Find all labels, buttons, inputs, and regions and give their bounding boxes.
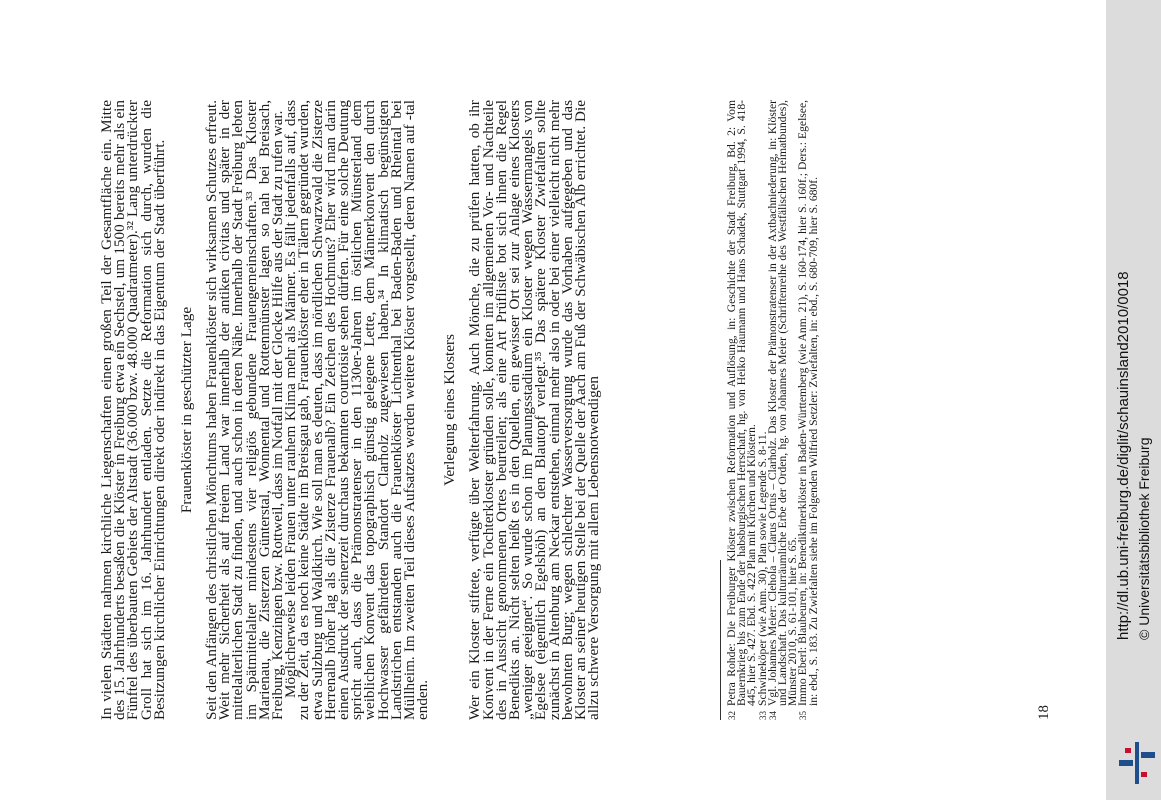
- paragraph-1: In vielen Städten nahmen kirchliche Liegenschaften einen großen Teil der Gesamtfläche ein. Mitte des 15. Jahrhunderts besaßen die Klöster in Freiburg etwa ein Sechstel, um 1500 bereits mehr als ein Fünftel des überbauten Gebiets der Altstadt (36.000 bzw. 48.000 Quadratmeter).³² Lang unterdrückter Groll hat sich im 16. Jahrhundert entladen. Setzte die Reformation sich durch, wurden die Besitzungen kirchlicher Einrichtungen direkt oder indirekt in das Eigentum der Stadt überführt.: [98, 100, 168, 720]
- footnote: [765, 100, 800, 720]
- footnote: [727, 100, 758, 720]
- ub-freiburg-logo: [1119, 742, 1155, 784]
- footnote-text: Immo Eberl: Blaubeuren, in: Benediktinerklöster in Baden-Württemberg (wie Anm. 21), S. 160-174, hier S. 160f.; Ders.: Egelsee, in: ebd., S. 183. Zu Zwiefalten siehe im Folgenden Wilfried Setzler: Zwiefalten, in: ebd., S. 680-709, hier S. 680f.: [796, 100, 820, 706]
- footnote: [798, 100, 818, 720]
- section-heading-verlegung: Verlegung eines Klosters: [441, 334, 459, 486]
- logo-bar: [1141, 752, 1155, 758]
- page-number: 18: [1036, 705, 1052, 720]
- footnote-number: 35: [798, 711, 809, 720]
- footnote-text: Schwineköper (wie Anm. 30), Plan sowie Legende S. 8-11.: [755, 431, 769, 706]
- footnote-number: 32: [727, 711, 737, 720]
- section-heading-frauenkloester: Frauenklöster in geschützter Lage: [178, 306, 196, 514]
- watermark-copyright: © Universitätsbibliothek Freiburg: [1136, 437, 1152, 640]
- rotated-page-content: [100, 0, 860, 800]
- paragraph-2: Seit den Anfängen des christlichen Mönchtums haben Frauenklöster sich wirksamen Schutzes erfreut. Weit mehr Sicherheit als auf freiem Land war innerhalb der antiken civitas und später in der mittelalterlichen Stadt zu finden, und auch schon in deren Nähe. Innerhalb der Stadt Freiburg lebten im Spätmittelalter mindestens vier religiös gebundene Frauengemeinschaften.³³ Das Kloster Marienau, die Zisterzen Günterstal, Wonnental und Rottenmünster lagen so nah bei Breisach, Freiburg, Kenzingen bzw. Rottweil, dass im Notfall mit der Glocke Hilfe aus der Stadt zu rufen war.: [203, 100, 287, 720]
- logo-bar: [1119, 760, 1133, 766]
- watermark-url: http://dl.ub.uni-freiburg.de/diglit/schauinsland2010/0018: [1115, 271, 1132, 640]
- logo-accent: [1141, 772, 1147, 777]
- logo-accent: [1125, 748, 1131, 753]
- footnote-rule: [720, 560, 721, 720]
- main-text: [100, 100, 705, 720]
- paragraph-4: Wer ein Kloster stiftete, verfügte über Welterfahrung. Auch Mönche, die zu prüfen hatten, ob ihr Konvent in der Ferne ein Tochterkloster gründen solle, konnten im allgemeinen Vor- und Nachteile des in Aussicht genommenen Ortes beurteilen; als eine Art Prüfliste bot sich ihnen die Regel Benedikts an. Nicht selten heißt es in den Quellen, ein gewisser Ort sei zur Anlage eines Klosters „weniger geeignet“. So wurde schon im Planungsstadium ein Kloster wegen Wassermangels von Egelsee (eigentlich Egelshöh) an den Blautopf verlegt.³⁵ Das spätere Kloster Zwiefalten sollte zunächst in Altenburg am Neckar entstehen, einmal mehr also in oder bei einer vielleicht nicht mehr bewohnten Burg; wegen schlechter Wasserversorgung wurde das Vorhaben aufgegeben und das Kloster an seiner heutigen Stelle bei der Quelle der Aach am Fuß der Schwäbischen Alb errichtet. Die allzu schwere Versorgung mit allem Lebensnotwendigen: [466, 100, 603, 720]
- logo-bar: [1135, 742, 1139, 784]
- footnote-number: 33: [757, 711, 768, 720]
- footnotes: [727, 100, 847, 720]
- footnote-text: Vgl. Johannes Meier: Clehola – Clarus Ortus – Clarholz. Das Kloster der Prämonstratenser in der Axtbachniederung, in: Klöster und Landschaft. Das kulturräumliche Erbe der Orden, hg. von Johannes Meier (Schriftenreihe des Westfälischen Heimatbundes), Münster 2010, S. 61-101, hier S. 65.: [765, 100, 800, 706]
- watermark-text-wrap: [1106, 0, 1161, 800]
- text-area: [100, 0, 860, 800]
- footnote-number: 34: [767, 711, 778, 720]
- footnote-text: Petra Rohde: Die Freiburger Klöster zwischen Reformation und Auflösung, in: Geschichte der Stadt Freiburg, Bd. 2: Vom Bauernkrieg bis zum Ende der habsburgischen Herrschaft, hg. von Heiko Haumann und Hans Schadek, Stuttgart 1994, S. 418-445, hier S. 427. Ebd. S. 422 Plan mit Kirchen und Klöstern.: [725, 100, 759, 706]
- paragraph-3: Möglicherweise leiden Frauen unter rauhem Klima mehr als Männer. Es fällt jedenfalls auf, dass zu der Zeit, da es noch keine Städte im Breisgau gab, Frauenklöster eher in Tälern gegründet wurden, etwa Sulzburg und Waldkirch. Wie soll man es deuten, dass im nördlichen Schwarzwald die Zisterze Herrenalb höher lag als die Zisterze Frauenalb? Ein Zeichen des Hochmuts? Eher wird man darin einen Ausdruck der seinerzeit durchaus bekannten courtoisie sehen dürfen. Für eine solche Deutung spricht auch, dass die Prämonstratenser in den 1130er-Jahren im östlichen Münsterland dem weiblichen Konvent das topographisch günstig gelegene Lette, dem Männerkonvent den durch Hochwasser gefährdeten Standort Clarholz zugewiesen haben.³⁴ In klimatisch begünstigten Landstrichen entstanden auch die Frauenklöster Lichtenthal bei Baden-Baden und Rheintal bei Müllheim. Im zweiten Teil dieses Aufsatzes werden weitere Klöster vorgestellt, deren Namen auf -tal enden.: [282, 100, 432, 720]
- page-number-wrap: [1035, 680, 1055, 720]
